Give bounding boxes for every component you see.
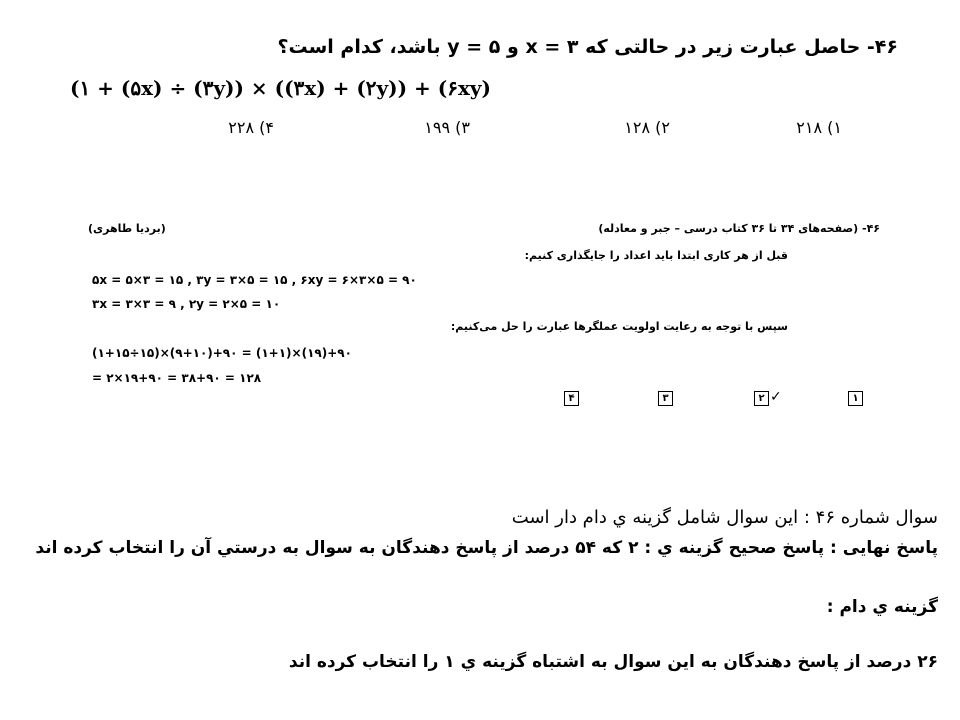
- note-line-4: ۲۶ درصد از پاسخ دهندگان به این سوال به اشتباه گزینه ي ۱ را انتخاب کرده اند: [288, 652, 938, 672]
- solution-step-2: سپس با توجه به رعایت اولویت عملگرها عبارت را حل می‌کنیم:: [450, 320, 788, 333]
- note-line-1: سوال شماره ۴۶ : این سوال شامل گزینه ي دام دار است: [511, 507, 938, 528]
- note-line-3: گزینه ي دام :: [826, 597, 938, 617]
- math-line-2: ۳x = ۳×۳ = ۹ , ۲y = ۲×۵ = ۱۰: [92, 297, 281, 311]
- solution-header: ۴۶- (صفحه‌های ۳۴ تا ۳۶ کتاب درسی – جبر و معادله): [598, 222, 880, 235]
- option-2: ۲) ۱۲۸: [624, 118, 670, 137]
- math-line-3: (۱+۱۵÷۱۵)×(۹+۱۰)+۹۰ = (۱+۱)×(۱۹)+۹۰: [92, 346, 352, 360]
- question-expression: (۱ + (۵x) ÷ (۳y)) × ((۳x) + (۲y)) + (۶xy): [70, 76, 491, 100]
- choice-1-label: ۱: [848, 391, 863, 406]
- choice-box-2: [754, 386, 782, 406]
- option-3: ۳) ۱۹۹: [424, 118, 470, 137]
- note-line-2: پاسخ نهایی : پاسخ صحیح گزینه ي : ۲ که ۵۴ درصد از پاسخ دهندگان به سوال به درستي آن را انتخاب کرده اند: [35, 538, 938, 558]
- choice-4-label: ۴: [564, 391, 579, 406]
- choice-3-label: ۳: [658, 391, 673, 406]
- question-title: ۴۶- حاصل عبارت زیر در حالتی که x = ۳ و y = ۵ باشد، کدام است؟: [277, 36, 898, 58]
- choice-box-4: [564, 386, 579, 406]
- option-4: ۴) ۲۲۸: [228, 118, 274, 137]
- choice-2-label: ۲: [754, 391, 769, 406]
- choice-box-1: [848, 386, 863, 406]
- option-1: ۱) ۲۱۸: [796, 118, 842, 137]
- math-line-1: ۵x = ۵×۳ = ۱۵ , ۳y = ۳×۵ = ۱۵ , ۶xy = ۶×۳×۵ = ۹۰: [92, 273, 417, 287]
- check-mark-icon: ✓: [770, 389, 782, 405]
- solution-author: (بردیا طاهری): [88, 222, 166, 235]
- choice-box-3: [658, 386, 673, 406]
- math-line-4: = ۲×۱۹+۹۰ = ۳۸+۹۰ = ۱۲۸: [92, 371, 262, 385]
- solution-step-1: قبل از هر کاری ابتدا باید اعداد را جایگذاری کنیم:: [524, 249, 788, 262]
